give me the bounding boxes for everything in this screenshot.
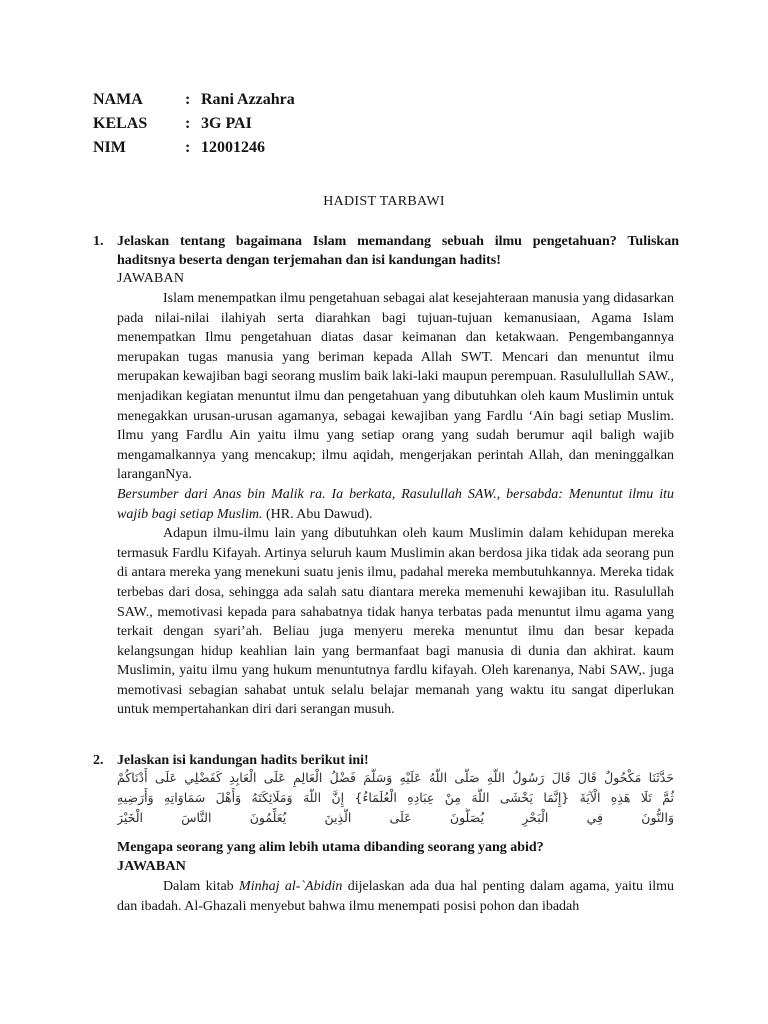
hadith-quote-text: Bersumber dari Anas bin Malik ra. Ia berkata, Rasulullah SAW., bersabda: Menuntut ilmu itu wajib bagi setiap Muslim. xyxy=(117,486,674,522)
student-nim: 12001246 xyxy=(201,139,265,156)
answer-paragraph: Islam menempatkan ilmu pengetahuan sebagai alat kesejahteraan manusia yang didasarkan pada nilai-nilai ilahiyah serta diarahkan bagi tujuan-tujuan kemanusiaan, Agama Islam menempatkan Ilmu pengetahuan diatas dasar keimanan dan ketakwaan. Pengembangannya merupakan tugas manusia yang beriman kepada Allah SWT. Mencari dan menuntut ilmu merupakan kewajiban bagi seorang muslim baik laki-laki maupun perempuan. Rasulullullah SAW., menjadikan kegiatan menuntut ilmu dan pengetahuan yang dibutuhkan oleh kaum Muslimin untuk menegakkan urusan-urusan agamanya, sebagai kewajiban yang Fardlu ‘Ain bagi setiap Muslim. Ilmu yang Fardlu Ain yaitu ilmu yang setiap orang yang sudah berumur aqil baligh wajib mengamalkannya yang mencakup; ilmu aqidah, mengerjakan perintah Allah, dan meninggalkan laranganNya. xyxy=(117,291,674,483)
answer-label: JAWABAN xyxy=(117,859,187,874)
arabic-line: ثُمَّ تَلَا هَذِهِ الْآيَةَ {إِنَّمَا يَخْشَى اللَّهَ مِنْ عِبَادِهِ الْعُلَمَاءُ} إِنَّ اللَّهَ وَمَلَائِكَتَهُ وَأَهْلَ سَمَاوَاتِهِ وَأَرَضِيهِ xyxy=(117,790,674,805)
question-text: Jelaskan isi kandungan hadits berikut ini! xyxy=(117,753,369,768)
info-separator: : xyxy=(185,91,191,108)
answer-paragraph xyxy=(117,877,674,916)
sub-question-text: Mengapa seorang yang alim lebih utama dibanding seorang yang abid? xyxy=(117,840,544,855)
hadith-quote xyxy=(117,485,674,524)
student-class-row xyxy=(93,112,295,136)
book-title: Minhaj al-`Abidin xyxy=(239,879,343,894)
student-nim-row xyxy=(93,136,295,160)
hadith-source: (HR. Abu Dawud). xyxy=(262,506,373,522)
answer-2-body xyxy=(117,877,674,916)
arabic-line: وَالنُّونَ فِي الْبَحْرِ يُصَلُّونَ عَلَى الَّذِينَ يُعَلِّمُونَ النَّاسَ الْخَيْرَ xyxy=(117,810,674,825)
question-text: Jelaskan tentang bagaimana Islam memandang sebuah ilmu pengetahuan? Tuliskan haditsnya beserta dengan terjemahan dan isi kandungan hadits! xyxy=(117,234,679,268)
info-separator: : xyxy=(185,139,191,156)
info-separator: : xyxy=(185,115,191,132)
answer-paragraph: Adapun ilmu-ilmu lain yang dibutuhkan oleh kaum Muslimin dalam kehidupan mereka termasuk Fardlu Kifayah. Artinya seluruh kaum Muslimin akan berdosa jika tidak ada seorang pun di antara mereka yang menekuni suatu jenis ilmu, padahal mereka membutuhkannya. Mereka tidak terbebas dari dosa, sehingga ada salah satu diantara mereka memenuhi kewajiban itu. Rasulullah SAW., memotivasi kepada para sahabatnya tidak hanya terbatas pada menuntut ilmu agama yang terkait dengan syari’ah. Beliau juga menyeru mereka menuntut ilmu dan besar kepada kelangsungan hidup keahlian lain yang bermanfaat bagi manusia di dunia dan akhirat. kaum Muslimin, yaitu ilmu yang hukum menuntutnya fardlu kifayah. Oleh karenanya, Nabi SAW,. juga memotivasi sebagian sahabat untuk selalu belajar memanah yang waktu itu sangat diperlukan untuk mempertahankan diri dari serangan musuh. xyxy=(117,526,674,718)
answer-label: JAWABAN xyxy=(117,271,185,286)
student-info xyxy=(93,88,295,160)
info-label: NIM xyxy=(93,139,126,156)
question-number: 2. xyxy=(93,753,104,768)
arabic-hadith-text xyxy=(117,768,674,828)
answer-1-body xyxy=(117,289,674,720)
text-run: dijelaskan ada dua hal penting dalam agama, yaitu ilmu dan ibadah. Al-Ghazali menyebut bahwa ilmu menempati posisi pohon dan ibadah xyxy=(117,879,674,914)
student-name: Rani Azzahra xyxy=(201,91,295,108)
student-name-row xyxy=(93,88,295,112)
student-class: 3G PAI xyxy=(201,115,252,132)
document-title: HADIST TARBAWI xyxy=(323,194,445,209)
text-run: Dalam kitab xyxy=(163,879,240,894)
question-number: 1. xyxy=(93,234,104,249)
info-label: KELAS xyxy=(93,115,148,132)
info-label: NAMA xyxy=(93,91,143,108)
arabic-line: حَدَّثَنَا مَكْحُولٌ قَالَ قَالَ رَسُولُ اللَّهِ صَلَّى اللَّهُ عَلَيْهِ وَسَلَّمَ فَضْلُ الْعَالِمِ عَلَى الْعَابِدِ كَفَضْلِي عَلَى أَدْنَاكُمْ xyxy=(117,770,674,785)
